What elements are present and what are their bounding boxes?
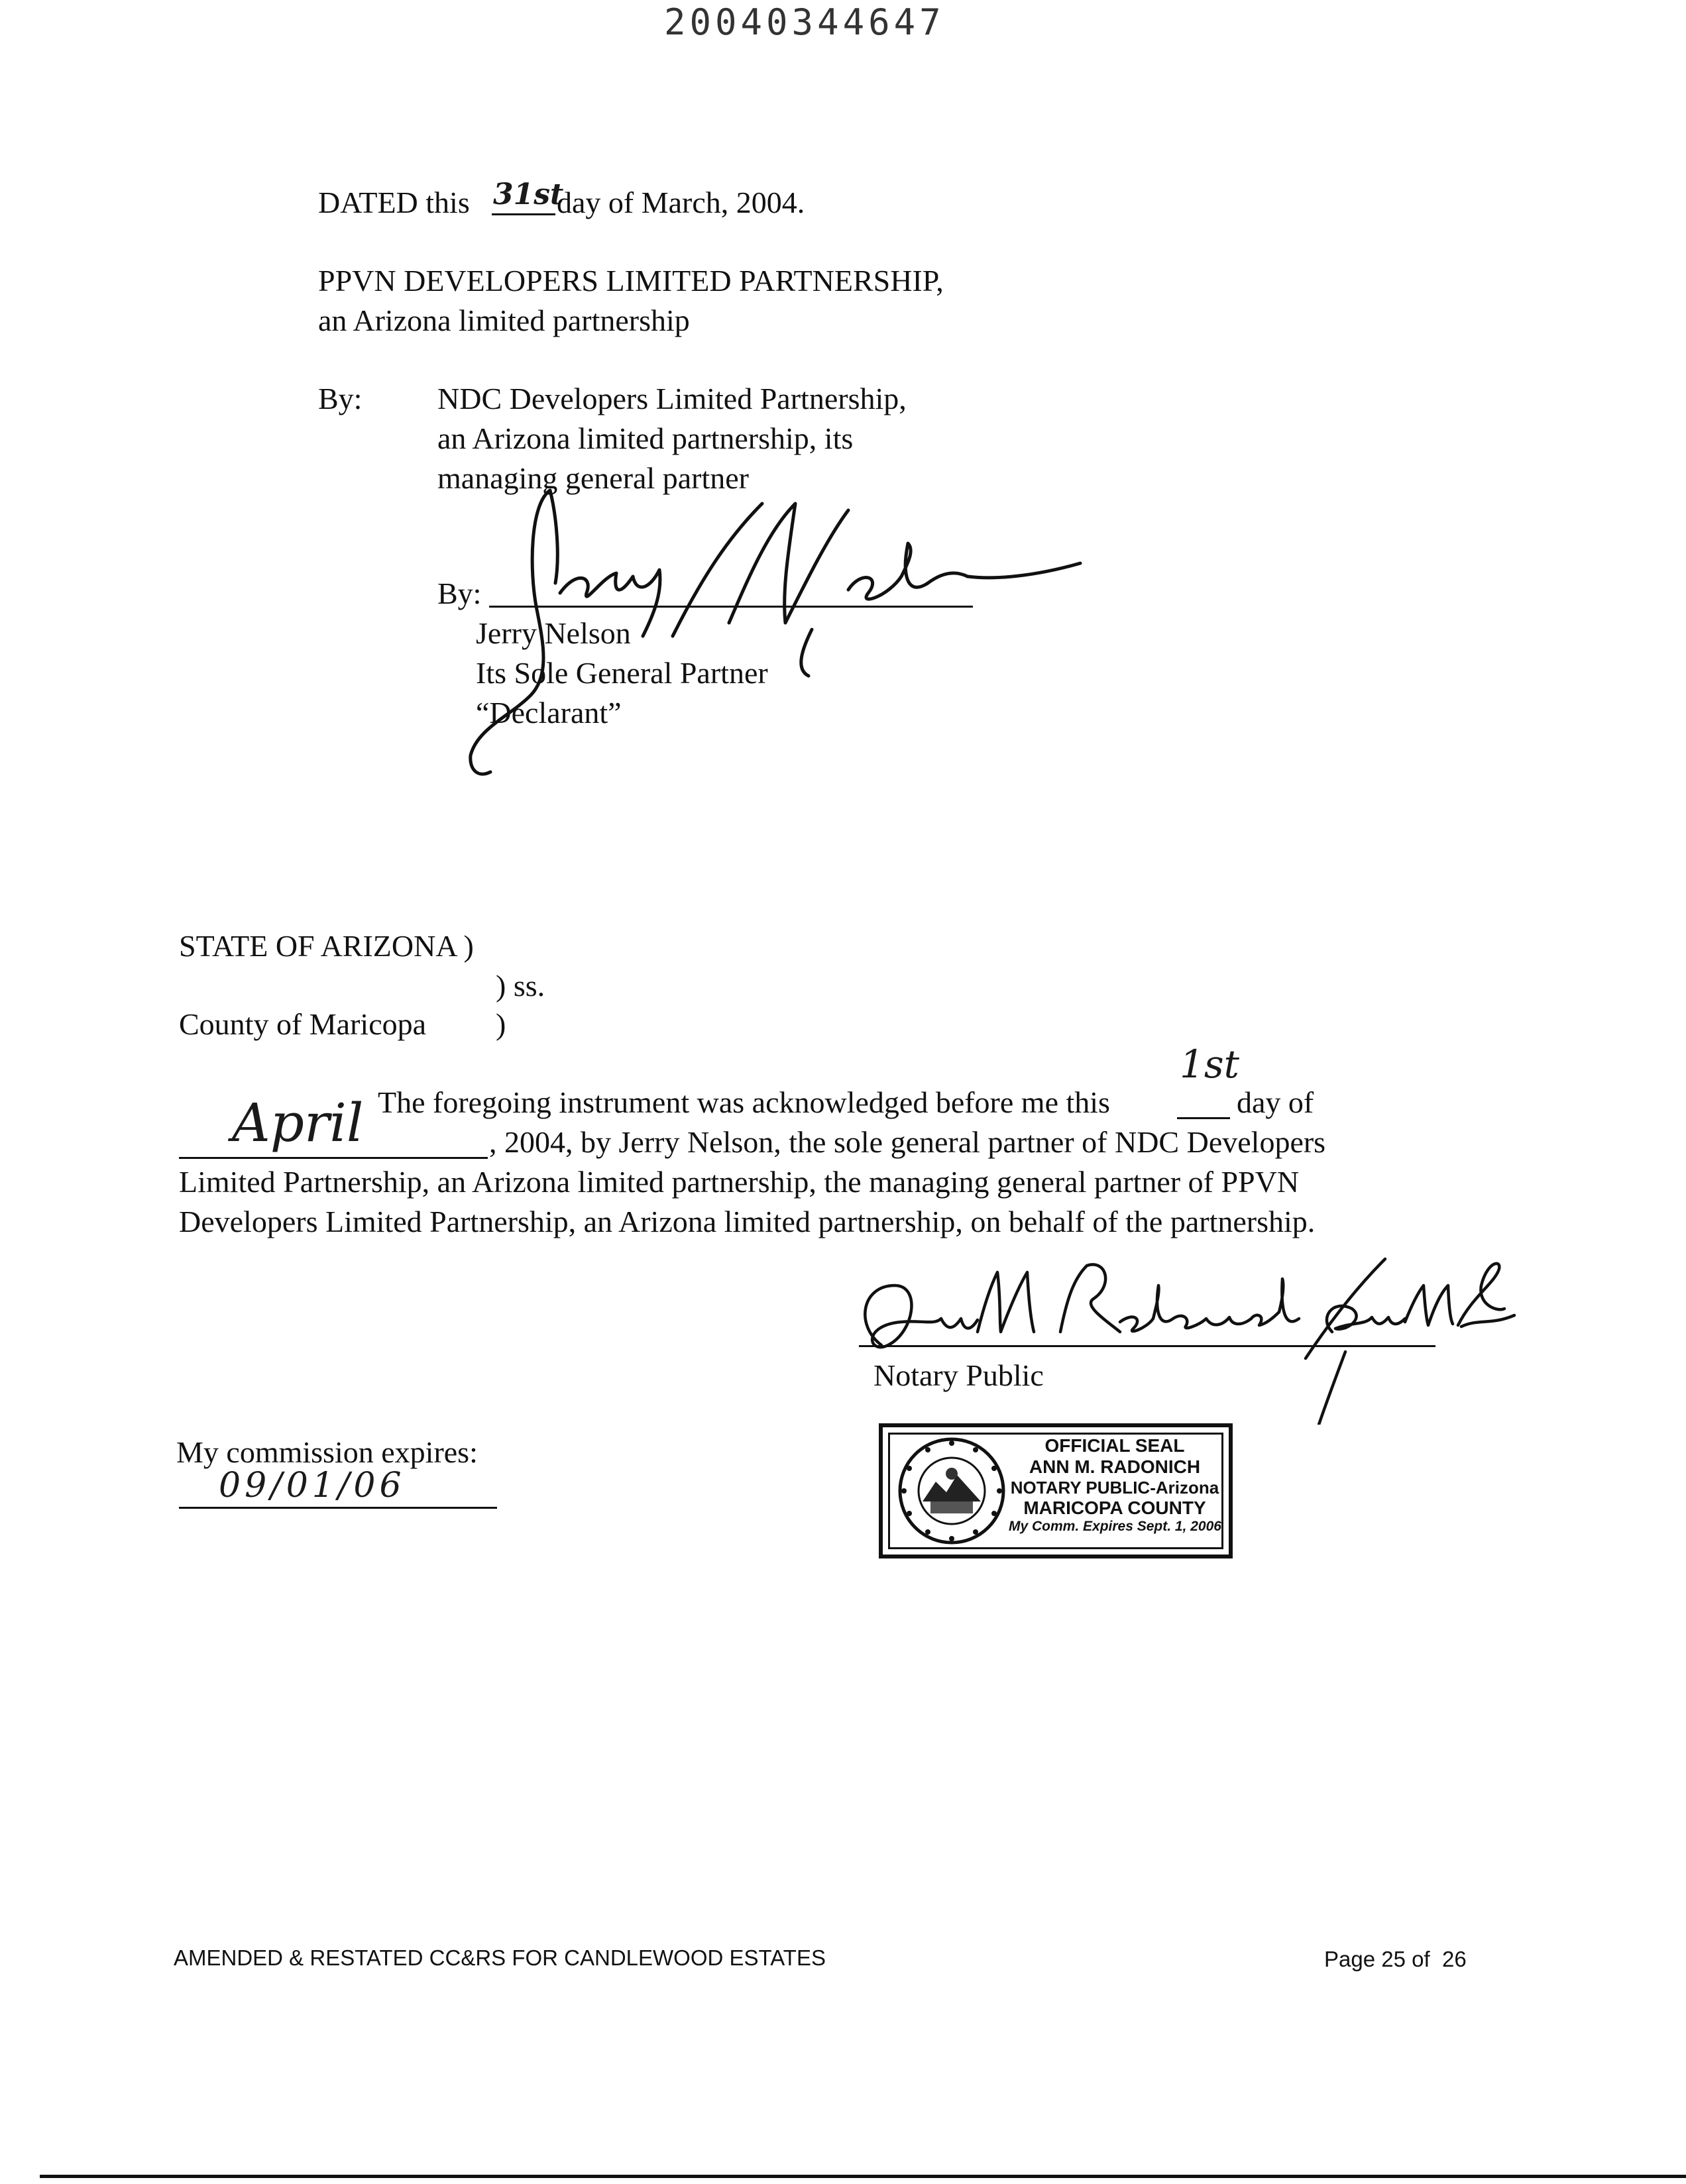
signer-name: Jerry Nelson (476, 616, 631, 650)
ack-line-1: The foregoing instrument was acknowledged before me this (378, 1085, 1110, 1119)
venue-ss: ) ss. (496, 969, 545, 1003)
by-label: By: (318, 382, 363, 415)
seal-line-2: ANN M. RADONICH (1029, 1456, 1201, 1477)
dated-day-handwritten: 31st (493, 178, 564, 211)
bottom-edge-rule (40, 2175, 1686, 2178)
ack-day-line (1177, 1117, 1230, 1119)
seal-line-4: MARICOPA COUNTY (1023, 1498, 1206, 1518)
notary-official-seal (879, 1423, 1233, 1558)
notary-signature (842, 1246, 1518, 1425)
footer-title: AMENDED & RESTATED CC&RS FOR CANDLEWOOD ESTATES (174, 1945, 826, 1970)
ack-line-2: , 2004, by Jerry Nelson, the sole general partner of NDC Developers (489, 1125, 1326, 1159)
notary-label: Notary Public (873, 1358, 1044, 1392)
dated-suffix: day of March, 2004. (557, 186, 805, 219)
signer-title: Its Sole General Partner (476, 656, 768, 690)
arizona-state-seal-emblem (896, 1435, 1007, 1547)
commission-date-handwritten: 09/01/06 (219, 1466, 406, 1505)
signer-by-label: By: (437, 576, 482, 610)
ack-month-handwritten: April (232, 1092, 364, 1154)
party-name: PPVN DEVELOPERS LIMITED PARTNERSHIP, (318, 264, 944, 298)
ack-month-line (179, 1157, 488, 1159)
commission-line (179, 1507, 497, 1509)
dated-day-line (492, 213, 555, 215)
ack-line-4: Developers Limited Partnership, an Arizona limited partnership, on behalf of the partnership. (179, 1205, 1316, 1238)
ack-day-handwritten: 1st (1180, 1042, 1239, 1087)
footer-page-number: Page 25 of 26 (1324, 1947, 1467, 1971)
by-line-1: NDC Developers Limited Partnership, (437, 382, 907, 415)
notary-signature-line (859, 1345, 1435, 1347)
seal-line-3: NOTARY PUBLIC-Arizona (1010, 1478, 1219, 1498)
ack-line-1-end: day of (1237, 1085, 1314, 1119)
signature-line (489, 606, 973, 608)
venue-state: STATE OF ARIZONA ) (179, 929, 474, 963)
venue-county-paren: ) (496, 1007, 506, 1041)
commission-label: My commission expires: (176, 1435, 478, 1469)
signer-role: “Declarant” (476, 696, 622, 730)
party-type: an Arizona limited partnership (318, 303, 690, 337)
ack-line-3: Limited Partnership, an Arizona limited partnership, the managing general partner of PPVN (179, 1165, 1300, 1199)
document-number: 20040344647 (664, 1, 945, 43)
dated-prefix: DATED this (318, 186, 470, 219)
by-line-2: an Arizona limited partnership, its (437, 421, 854, 455)
seal-line-1: OFFICIAL SEAL (1044, 1435, 1185, 1456)
seal-line-5: My Comm. Expires Sept. 1, 2006 (1009, 1519, 1221, 1534)
by-line-3: managing general partner (437, 461, 749, 495)
venue-county: County of Maricopa (179, 1007, 427, 1041)
